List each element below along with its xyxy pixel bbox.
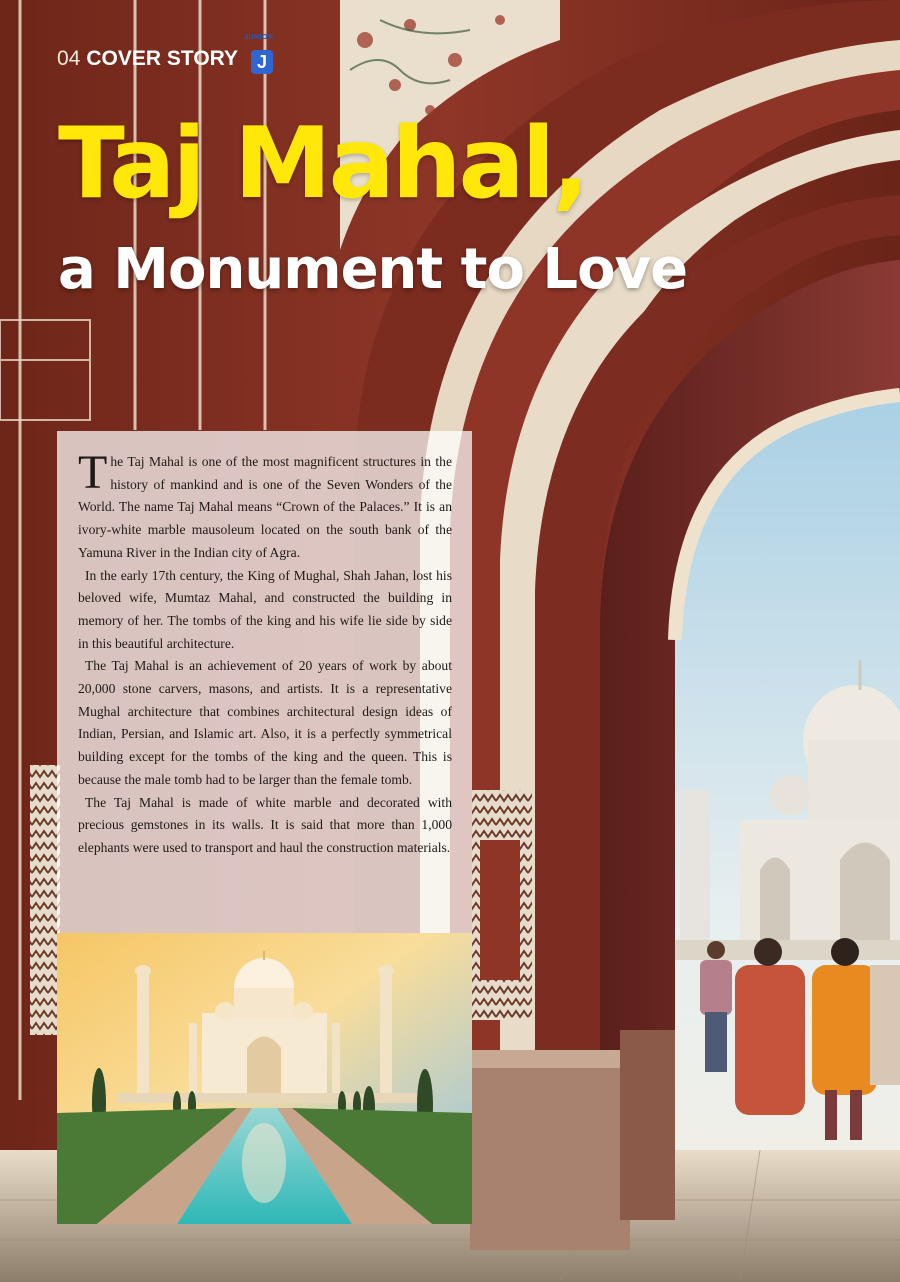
paragraph-text: he Taj Mahal is one of the most magnificent structures in the history of mankind and is one of the Seven Wonders of the World. The name Taj Mahal means “Crown of the Palaces.” It is an ivory-white marble mausoleum located on the south bank of the Yamuna River in the Indian city of Agra. xyxy=(78,454,452,560)
junior-logo xyxy=(244,34,276,74)
drop-cap: T xyxy=(78,446,108,499)
page-header xyxy=(57,34,276,74)
junior-logo-text: JUNIOR xyxy=(244,34,274,41)
page-number: 04 xyxy=(57,47,81,70)
junior-logo-letter: J xyxy=(251,50,273,74)
article-paragraph xyxy=(78,446,452,565)
article-body xyxy=(57,431,472,933)
article-paragraph: The Taj Mahal is made of white marble and decorated with precious gemstones in its walls. It is said that more than 1,000 elephants were used to transport and haul the construction materials. xyxy=(78,794,452,855)
article-subtitle: a Monument to Love xyxy=(58,237,688,302)
article-title: Taj Mahal, xyxy=(58,107,587,221)
section-label: COVER STORY xyxy=(86,47,239,70)
article-paragraph: The Taj Mahal is an achievement of 20 years of work by about 20,000 stone carvers, masons, and artists. It is a representative Mughal architecture that combines architectural design ideas of Indian, Persian, and Islamic art. Also, it is a perfectly symmetrical building except for the tombs of the king and the queen. This is because the male tomb had to be larger than the female tomb. xyxy=(78,658,452,787)
article-paragraph: In the early 17th century, the King of Mughal, Shah Jahan, lost his beloved wife, Mumtaz Mahal, and constructed the building in memory of her. The tombs of the king and his wife lie side by side in this beautiful architecture. xyxy=(78,567,452,651)
taj-mahal-photo xyxy=(57,933,472,1224)
